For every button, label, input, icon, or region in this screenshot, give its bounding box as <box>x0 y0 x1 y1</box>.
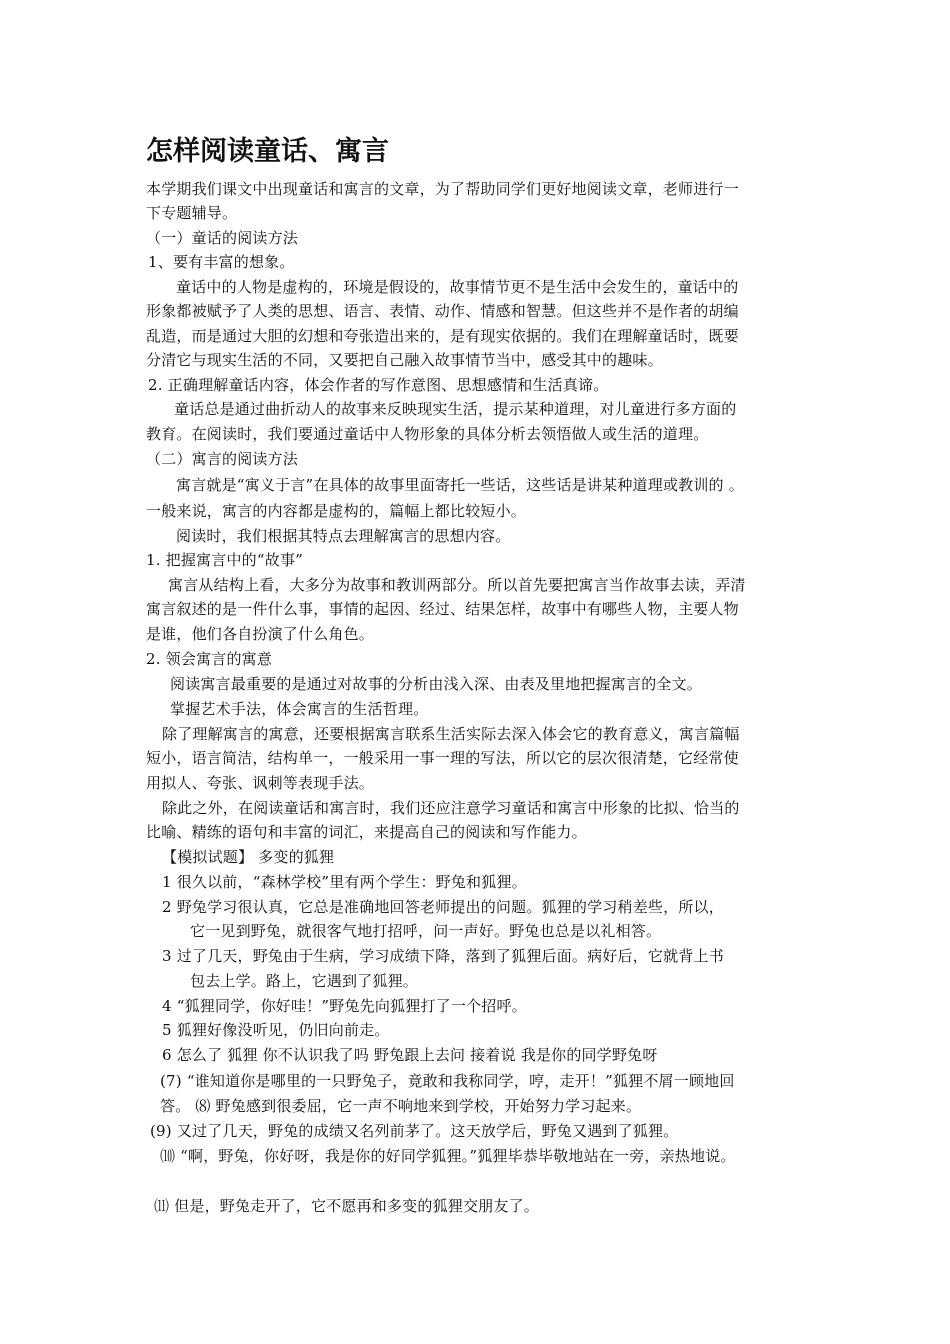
paragraph-line: 童话总是通过曲折动人的故事来反映现实生活，提示某种道理，对儿童进行多方面的 <box>174 400 737 418</box>
section-heading: （一）童话的阅读方法 <box>146 229 299 247</box>
story-line: 6 怎么了 狐狸 你不认识我了吗 野兔跟上去问 接着说 我是你的同学野兔呀 <box>162 1046 658 1064</box>
paragraph-line: 比喻、精练的语句和丰富的词汇，来提高自己的阅读和写作能力。 <box>146 823 587 841</box>
subheading: 2. 正确理解童话内容，体会作者的写作意图、思想感情和生活真谛。 <box>148 376 609 394</box>
story-line: 包去上学。路上，它遇到了狐狸。 <box>190 972 419 990</box>
story-line: 它一见到野兔，就很客气地打招呼，问一声好。野兔也总是以礼相答。 <box>190 922 662 940</box>
paragraph-line: 寓言就是“寓义于言”在具体的故事里面寄托一些话，这些话是讲某种道理或教训的 。 <box>176 476 744 494</box>
intro-line: 本学期我们课文中出现童话和寓言的文章，为了帮助同学们更好地阅读文章，老师进行一 <box>146 180 739 198</box>
story-line: 5 狐狸好像没听见，仍旧向前走。 <box>162 1021 390 1039</box>
exercise-heading: 【模拟试题】 多变的狐狸 <box>162 848 335 866</box>
section-heading: （二）寓言的阅读方法 <box>146 450 299 468</box>
paragraph-line: 短小，语言简洁，结构单一，一般采用一事一理的写法，所以它的层次很清楚，它经常使 <box>146 749 739 767</box>
story-line: 4 “狐狸同学，你好哇！”野兔先向狐狸打了一个招呼。 <box>162 997 527 1015</box>
story-line: ⑽ “啊，野兔，你好呀，我是你的好同学狐狸。”狐狸毕恭毕敬地站在一旁，亲热地说。 <box>160 1147 736 1165</box>
paragraph-line: 教育。在阅读时，我们要通过童话中人物形象的具体分析去领悟做人或生活的道理。 <box>146 425 709 443</box>
story-line: ⑾ 但是，野兔走开了，它不愿再和多变的狐狸交朋友了。 <box>154 1197 539 1215</box>
story-line: (9) 又过了几天，野兔的成绩又名列前茅了。这天放学后，野兔又遇到了狐狸。 <box>150 1122 679 1140</box>
paragraph-line: 是谁，他们各自扮演了什么角色。 <box>146 625 375 643</box>
paragraph-line: 除此之外，在阅读童话和寓言时，我们还应注意学习童话和寓言中形象的比拟、恰当的 <box>162 799 740 817</box>
paragraph-line: 分清它与现实生活的不同，又要把自己融入故事情节当中，感受其中的趣味。 <box>146 351 663 369</box>
paragraph-line: 乱造，而是通过大胆的幻想和夸张造出来的，是有现实依据的。我们在理解童话时，既要 <box>146 327 739 345</box>
paragraph-line: 寓言叙述的是一件什么事，事情的起因、经过、结果怎样，故事中有哪些人物，主要人物 <box>146 600 739 618</box>
paragraph-line: 阅读时，我们根据其特点去理解寓言的思想内容。 <box>176 527 511 545</box>
paragraph-line: 掌握艺术手法，体会寓言的生活哲理。 <box>170 700 429 718</box>
story-line: (7) “谁知道你是哪里的一只野兔子，竟敢和我称同学，哼，走开！”狐狸不屑一顾地回 <box>160 1072 735 1090</box>
paragraph-line: 一般来说，寓言的内容都是虚构的，篇幅上都比较短小。 <box>146 502 527 520</box>
paragraph-line: 童话中的人物是虚构的，环境是假设的，故事情节更不是生活中会发生的，童话中的 <box>176 278 739 296</box>
subheading: 1、要有丰富的想象。 <box>148 253 295 271</box>
story-line: 3 过了几天，野兔由于生病，学习成绩下降，落到了狐狸后面。病好后，它就背上书 <box>162 947 724 965</box>
intro-line: 下专题辅导。 <box>146 204 238 222</box>
paragraph-line: 用拟人、夸张、讽刺等表现手法。 <box>146 774 375 792</box>
paragraph-line: 阅读寓言最重要的是通过对故事的分析由浅入深、由表及里地把握寓言的全文。 <box>170 675 703 693</box>
subheading: 2. 领会寓言的寓意 <box>146 650 273 668</box>
document-title: 怎样阅读童话、寓言 <box>146 136 389 167</box>
story-line: 答。 ⑻ 野兔感到很委屈，它一声不响地来到学校，开始努力学习起来。 <box>160 1097 642 1115</box>
story-line: 1 很久以前，“森林学校”里有两个学生：野兔和狐狸。 <box>162 873 527 891</box>
story-line: 2 野兔学习很认真，它总是准确地回答老师提出的问题。狐狸的学习稍差些，所以， <box>162 898 724 916</box>
paragraph-line: 寓言从结构上看，大多分为故事和教训两部分。所以首先要把寓言当作故事去读，弄清 <box>168 576 746 594</box>
paragraph-line: 形象都被赋予了人类的思想、语言、表情、动作、情感和智慧。但这些并不是作者的胡编 <box>146 302 739 320</box>
subheading: 1. 把握寓言中的“故事” <box>146 551 304 569</box>
paragraph-line: 除了理解寓言的寓意，还要根据寓言联系生活实际去深入体会它的教育意义，寓言篇幅 <box>162 725 740 743</box>
